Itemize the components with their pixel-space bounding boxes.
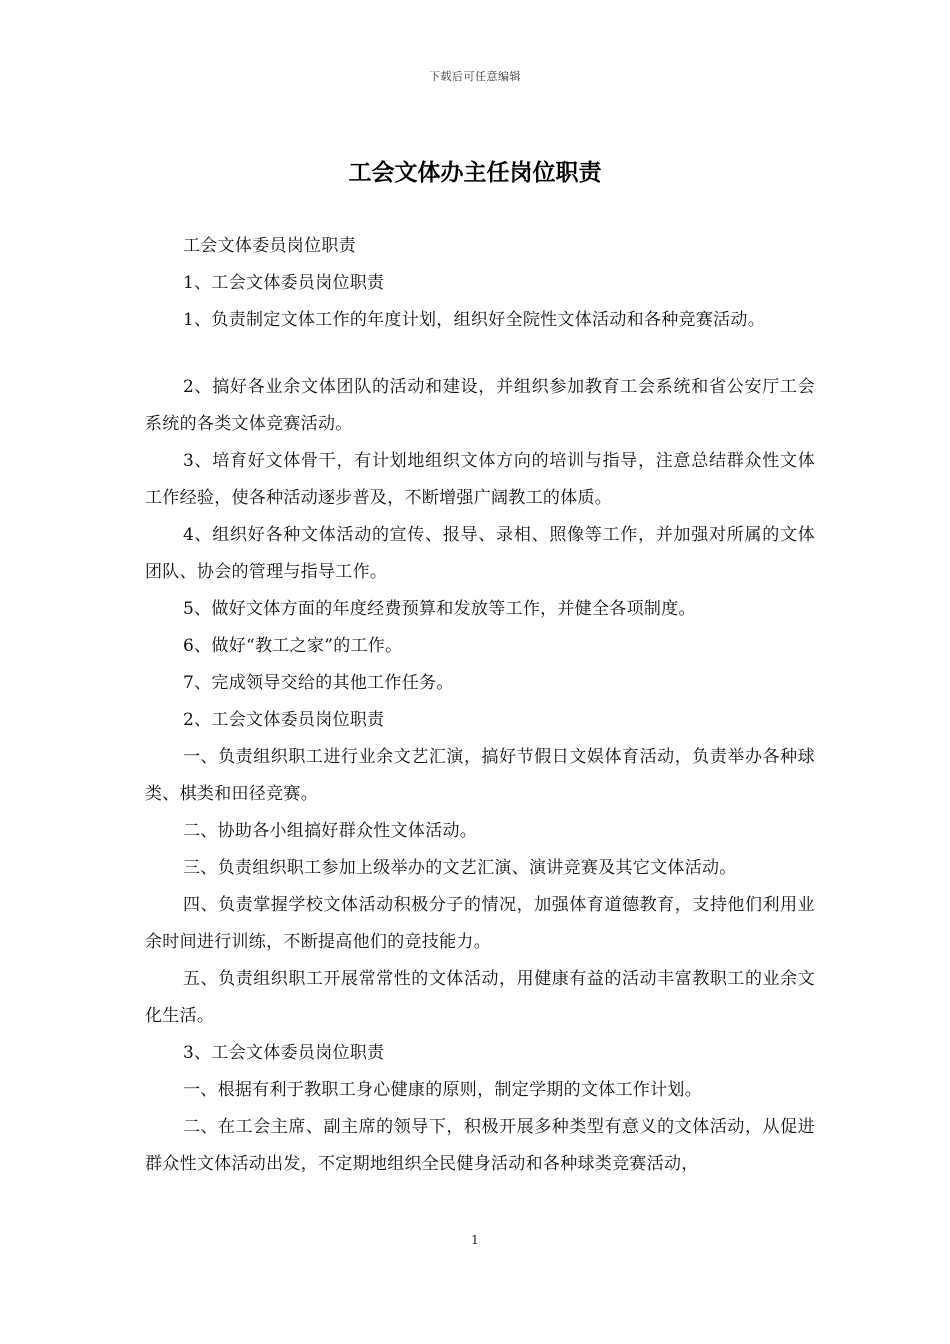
page-number: 1 xyxy=(471,1233,479,1247)
paragraph: 7、完成领导交给的其他工作任务。 xyxy=(183,673,454,693)
paragraph: 3、培育好文体骨干，有计划地组织文体方向的培训与指导，注意总结群众性文体工作经验，使各种活动逐步普及，不断增强广阔教工的体质。 xyxy=(145,451,815,508)
paragraph: 二、协助各小组搞好群众性文体活动。 xyxy=(183,821,478,841)
paragraph: 五、负责组织职工开展常常性的文体活动，用健康有益的活动丰富教职工的业余文化生活。 xyxy=(145,969,815,1026)
paragraph: 5、做好文体方面的年度经费预算和发放等工作，并健全各项制度。 xyxy=(183,599,696,619)
paragraph: 三、负责组织职工参加上级举办的文艺汇演、演讲竞赛及其它文体活动。 xyxy=(183,858,737,878)
paragraph: 6、做好“教工之家”的工作。 xyxy=(183,636,403,656)
document-title: 工会文体办主任岗位职责 xyxy=(348,159,602,186)
paragraph: 一、根据有利于教职工身心健康的原则，制定学期的文体工作计划。 xyxy=(183,1080,702,1100)
paragraph: 4、组织好各种文体活动的宣传、报导、录相、照像等工作，并加强对所属的文体团队、协会的管理与指导工作。 xyxy=(145,525,815,582)
paragraph: 工会文体委员岗位职责 xyxy=(183,236,356,256)
section-heading: 3、工会文体委员岗位职责 xyxy=(183,1043,385,1063)
paragraph: 四、负责掌握学校文体活动积极分子的情况，加强体育道德教育，支持他们利用业余时间进行训练，不断提高他们的竞技能力。 xyxy=(145,895,815,952)
section-heading: 1、工会文体委员岗位职责 xyxy=(183,273,385,293)
paragraph: 1、负责制定文体工作的年度计划，组织好全院性文体活动和各种竞赛活动。 xyxy=(183,310,766,330)
paragraph: 二、在工会主席、副主席的领导下，积极开展多种类型有意义的文体活动，从促进群众性文体活动出发，不定期地组织全民健身活动和各种球类竞赛活动， xyxy=(145,1117,815,1174)
paragraph: 2、搞好各业余文体团队的活动和建设，并组织参加教育工会系统和省公安厅工会系统的各类文体竞赛活动。 xyxy=(145,377,815,434)
paragraph: 一、负责组织职工进行业余文艺汇演，搞好节假日文娱体育活动，负责举办各种球类、棋类和田径竞赛。 xyxy=(145,747,815,804)
document-body xyxy=(145,228,815,1183)
header-note: 下载后可任意编辑 xyxy=(429,70,521,83)
section-heading: 2、工会文体委员岗位职责 xyxy=(183,710,385,730)
